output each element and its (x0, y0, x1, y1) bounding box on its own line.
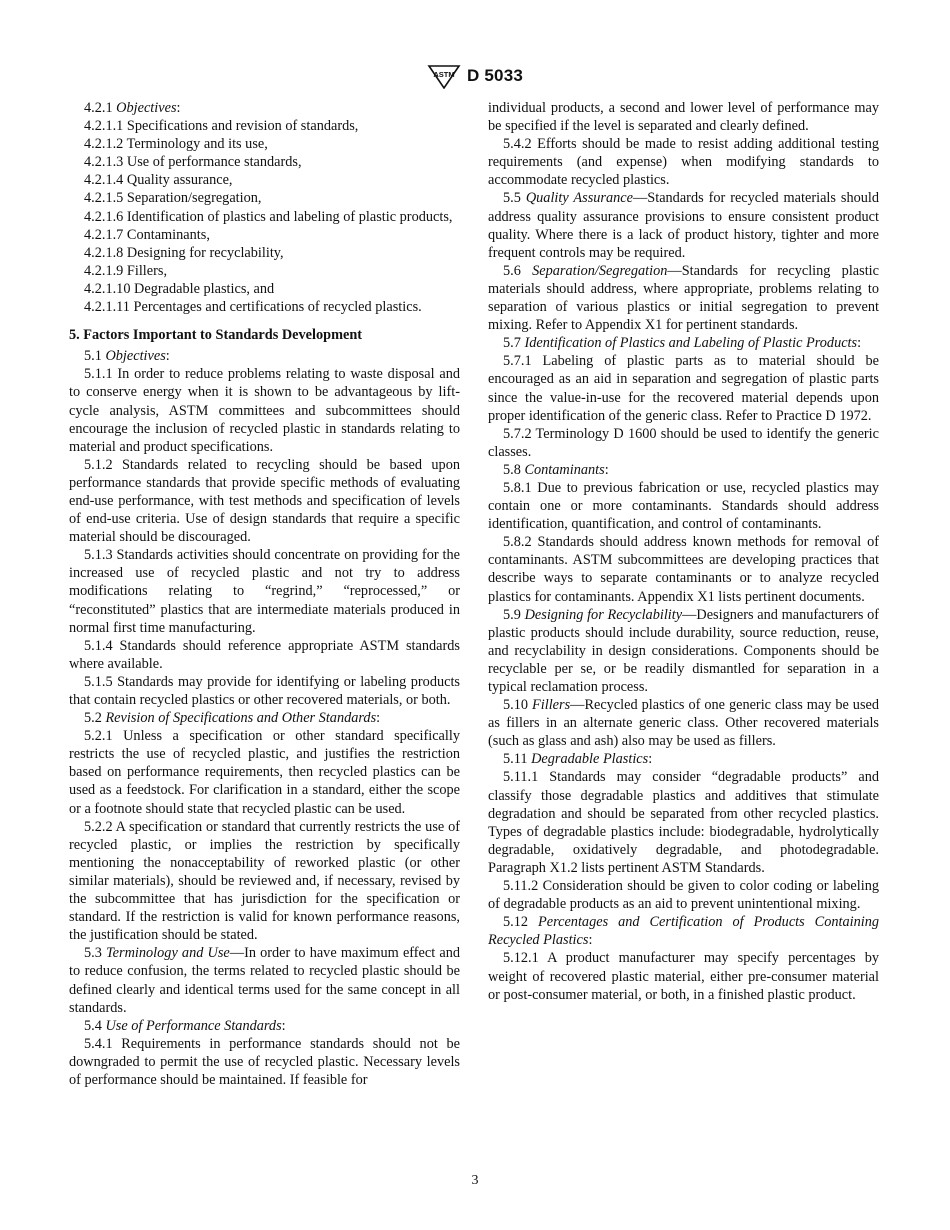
paragraph-5-8-2: 5.8.2 Standards should address known methods for removal of contaminants. ASTM subcommittees are developing practices that describe ways to separate contaminants or to analyze recycled plastics for contaminants. Appendix X1 lists pertinent documents. (488, 534, 879, 605)
paragraph-5-1-1: 5.1.1 In order to reduce problems relating to waste disposal and to conserve energy when it is shown to be advantageous by lift-cycle analysis, ASTM committees and subcommittees should encourage the inclusion of recycled plastic in standards relating to material and product specifications. (69, 366, 460, 455)
paragraph-5-4-2: 5.4.2 Efforts should be made to resist adding additional testing requirements (and expense) when modifying standards to accommodate recycled plastics. (488, 136, 879, 189)
paragraph-5-7-2: 5.7.2 Terminology D 1600 should be used to identify the generic classes. (488, 425, 879, 460)
paragraph-5-2-1: 5.2.1 Unless a specification or other standard specifically restricts the use of recycled plastic, and justifies the restriction based on performance requirements, then recycled plastics can be used as a feedstock. For clarification in a standard, either the scope or a footnote should state that recycled plastic can be used. (69, 728, 460, 817)
paragraph-5-11: 5.11 Degradable Plastics: (503, 751, 653, 768)
paragraph-5-7-1: 5.7.1 Labeling of plastic parts as to material should be encouraged as an aid in separation and segregation of plastic parts since the value-in-use for the recovered material depends upon proper identification of the generic class. Refer to Practice D 1972. (488, 353, 879, 424)
astm-logo-icon (427, 63, 461, 89)
paragraph-5-8: 5.8 Contaminants: (503, 461, 609, 478)
list-item: 4.2.1.8 Designing for recyclability, (84, 244, 284, 261)
document-id: D 5033 (466, 66, 524, 85)
paragraph-5-4-1: 5.4.1 Requirements in performance standards should not be downgraded to permit the use of recycled plastic. Necessary levels of performance should be maintained. If feasible for (69, 1035, 460, 1088)
paragraph-5-8-1: 5.8.1 Due to previous fabrication or use, recycled plastics may contain one or more contaminants. Standards should address identification, quantification, and control of contaminants. (488, 479, 879, 533)
paragraph-continuation: individual products, a second and lower level of performance may be specified if the level is separated and clearly defined. (488, 100, 879, 135)
paragraph-5-1-5: 5.1.5 Standards may provide for identifying or labeling products that contain recycled plastics or other recovered materials, or both. (69, 673, 460, 708)
paragraph-5-11-2: 5.11.2 Consideration should be given to color coding or labeling of degradable products as an aid to prevent unintentional mixing. (488, 878, 879, 913)
paragraph-5-1-4: 5.1.4 Standards should reference appropriate ASTM standards where available. (69, 637, 460, 672)
paragraph-5-1-2: 5.1.2 Standards related to recycling should be based upon performance standards that provide specific methods of evaluating end-use performance, with test methods and specification of levels of end-use criteria. Use of design standards that require a specific material should be discouraged. (69, 456, 460, 546)
paragraph-5-7: 5.7 Identification of Plastics and Labeling of Plastic Products: (503, 335, 862, 352)
list-item: 4.2.1.3 Use of performance standards, (84, 154, 302, 171)
list-item: 4.2.1.4 Quality assurance, (84, 172, 233, 189)
paragraph-5-1: 5.1 Objectives: (84, 348, 170, 365)
paragraph-5-5: 5.5 Quality Assurance—Standards for recycled materials should address quality assurance provisions to ensure consistent product quality. Where there is a lack of product history, tighter and more frequent controls may be required. (488, 190, 880, 261)
paragraph-5-10: 5.10 Fillers—Recycled plastics of one generic class may be used as fillers in an alternate generic class. Other recovered materials (such as glass and ash) also may be used as fillers. (488, 697, 880, 750)
section-heading: 5. Factors Important to Standards Development (69, 327, 363, 344)
paragraph-5-4: 5.4 Use of Performance Standards: (84, 1017, 286, 1034)
page-header (0, 62, 950, 90)
right-column (488, 99, 879, 1004)
paragraph-5-3: 5.3 Terminology and Use—In order to have maximum effect and to reduce confusion, the terms related to recycled plastic should be defined clearly and identical terms used for the same concept in all standards. (69, 945, 460, 1016)
list-item: 4.2.1.6 Identification of plastics and labeling of plastic products, (84, 208, 453, 225)
list-item: 4.2.1 Objectives: (84, 100, 181, 116)
paragraph-5-12-1: 5.12.1 A product manufacturer may specify percentages by weight of recovered plastic material, either pre-consumer material or post-consumer material, or both, in a finished plastic product. (488, 950, 879, 1003)
list-item: 4.2.1.7 Contaminants, (84, 226, 210, 243)
paragraph-5-12: 5.12 Percentages and Certification of Products Containing Recycled Plastics: (488, 914, 879, 949)
list-item: 4.2.1.9 Fillers, (84, 262, 168, 279)
list-item: 4.2.1.1 Specifications and revision of standards, (84, 118, 359, 135)
page-number: 3 (471, 1173, 479, 1188)
paragraph-5-2: 5.2 Revision of Specifications and Other Standards: (84, 710, 381, 727)
paragraph-5-6: 5.6 Separation/Segregation—Standards for recycling plastic materials should address, where appropriate, problems relating to separation of various plastics or initial segregation to prevent mixing. Refer to Appendix X1 for pertinent standards. (488, 262, 879, 334)
left-column (69, 99, 460, 1089)
paragraph-5-2-2: 5.2.2 A specification or standard that currently restricts the use of recycled plastic, or implies the restriction by specifically mentioning the nonacceptability of reworked plastic (or other similar materials), should be reviewed and, if necessary, revised by the subcommittee that has jurisdiction for the specification or standard. If the restriction is valid for known performance reasons, the justification should be stated. (69, 818, 460, 944)
paragraph-5-11-1: 5.11.1 Standards may consider “degradable products” and classify those degradable plastics and additives that stimulate degradation and should be separated from other recycled plastics. Types of degradable plastics include: biodegradable, hydrolytically degradable, oxidatively degradable, and photodegradable. Paragraph X1.2 lists pertinent ASTM Standards. (488, 769, 879, 876)
list-item: 4.2.1.11 Percentages and certifications of recycled plastics. (84, 299, 422, 316)
svg-text:ASTM: ASTM (433, 70, 455, 79)
paragraph-5-9: 5.9 Designing for Recyclability—Designers and manufacturers of plastic products should include durability, source reduction, reuse, and recyclability in design considerations. Components should be recyclable per se, or be readily dismantled for separation in a typical reclamation process. (488, 606, 880, 695)
list-item: 4.2.1.10 Degradable plastics, and (84, 280, 275, 297)
paragraph-5-1-3: 5.1.3 Standards activities should concentrate on providing for the increased use of recycled plastic and not try to address modifications relating to “regrind,” “reprocessed,” or “reconstituted” plastics that are intermediate materials produced in normal first time manufacturing. (69, 547, 460, 636)
list-item: 4.2.1.2 Terminology and its use, (84, 136, 268, 153)
list-item: 4.2.1.5 Separation/segregation, (84, 190, 262, 207)
